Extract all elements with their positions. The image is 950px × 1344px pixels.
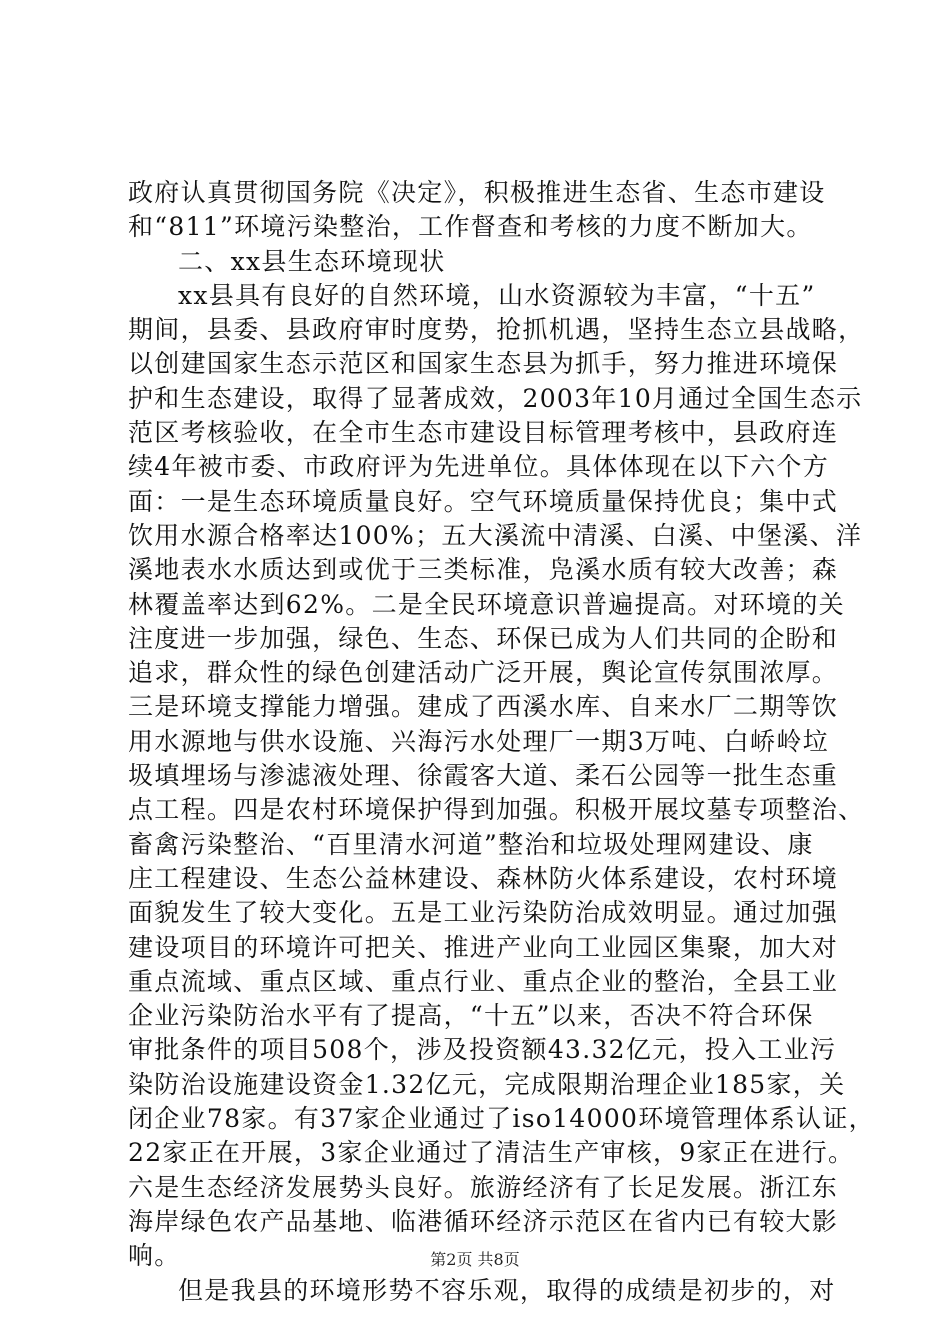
text-line: 审批条件的项目508个，涉及投资额43.32亿元，投入工业污 [128,1035,837,1065]
text-line: 林覆盖率达到62%。二是全民环境意识普遍提高。对环境的关 [128,589,845,619]
text-line: 闭企业78家。有37家企业通过了iso14000环境管理体系认证， [128,1104,875,1134]
text-line: 面：一是生态环境质量良好。空气环境质量保持优良；集中式 [128,486,839,516]
text-line: 注度进一步加强，绿色、生态、环保已成为人们共同的企盼和 [128,623,839,653]
text-line: 海岸绿色农产品基地、临港循环经济示范区在省内已有较大影 [128,1206,839,1236]
text-line: 庄工程建设、生态公益林建设、森林防火体系建设，农村环境 [128,863,839,893]
text-line: 点工程。四是农村环境保护得到加强。积极开展坟墓专项整治、 [128,795,865,825]
text-line: 三是环境支撑能力增强。建成了西溪水库、自来水厂二期等饮 [128,692,839,722]
text-line: 政府认真贯彻国务院《决定》，积极推进生态省、生态市建设 [128,178,826,207]
text-line: 以创建国家生态示范区和国家生态县为抓手，努力推进环境保 [128,349,839,379]
text-line: 圾填埋场与渗滤液处理、徐霞客大道、柔石公园等一批生态重 [128,761,839,791]
text-line: 建设项目的环境许可把关、推进产业向工业园区集聚，加大对 [128,932,839,962]
body-text [128,176,875,1308]
text-line: 22家正在开展，3家企业通过了清洁生产审核，9家正在进行。 [128,1138,855,1168]
text-line: 染防治设施建设资金1.32亿元，完成限期治理企业185家，关 [128,1069,846,1099]
text-line: 畜禽污染整治、“百里清水河道”整治和垃圾处理网建设、康 [128,829,814,859]
text-line: xx县具有良好的自然环境，山水资源较为丰富，“十五” [178,280,816,310]
text-line: 重点流域、重点区域、重点行业、重点企业的整治，全县工业 [128,966,839,996]
text-line: 但是我县的环境形势不容乐观，取得的成绩是初步的，对 [178,1275,836,1305]
text-line: 面貌发生了较大变化。五是工业污染防治成效明显。通过加强 [128,898,839,928]
page-number-footer: 第2页 共8页 [430,1250,520,1269]
text-line: 追求，群众性的绿色创建活动广泛开展，舆论宣传氛围浓厚。 [128,658,839,688]
text-line: 护和生态建设，取得了显著成效，2003年10月通过全国生态示 [128,383,863,413]
text-line: 期间，县委、县政府审时度势，抢抓机遇，坚持生态立县战略， [128,315,865,345]
text-line: 用水源地与供水设施、兴海污水处理厂一期3万吨、白峤岭垃 [128,726,830,756]
text-line: 和“811”环境污染整治，工作督查和考核的力度不断加大。 [128,212,813,242]
section-heading: 二、xx县生态环境现状 [178,246,446,276]
text-line: 溪地表水水质达到或优于三类标准，凫溪水质有较大改善；森 [128,555,839,585]
text-line: 续4年被市委、市政府评为先进单位。具体体现在以下六个方 [128,452,830,482]
text-line: 响。 [128,1241,181,1271]
text-line: 饮用水源合格率达100%；五大溪流中清溪、白溪、中堡溪、洋 [128,520,863,550]
text-line: 六是生态经济发展势头良好。旅游经济有了长足发展。浙江东 [128,1172,839,1202]
text-line: 范区考核验收，在全市生态市建设目标管理考核中，县政府连 [128,418,839,448]
text-line: 企业污染防治水平有了提高，“十五”以来，否决不符合环保 [128,1001,814,1031]
